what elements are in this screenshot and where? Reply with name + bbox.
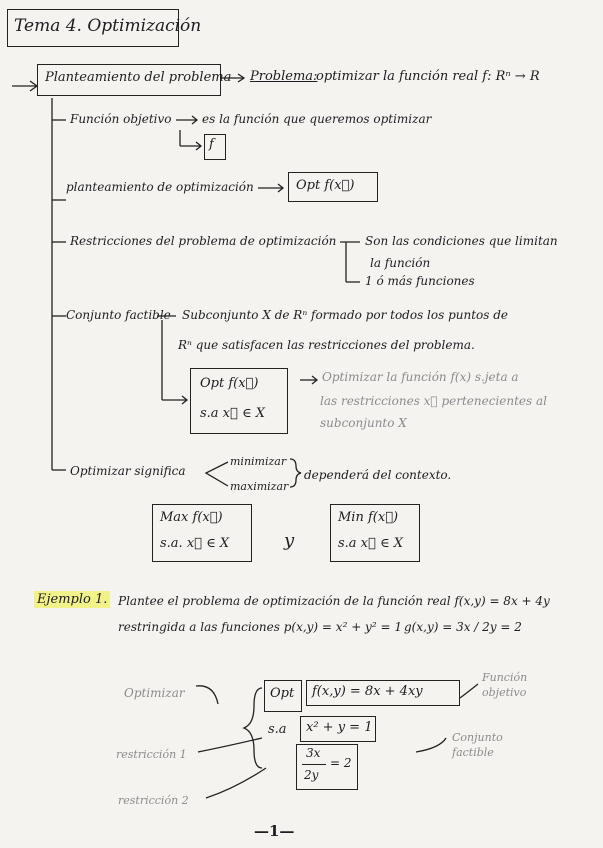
restriccion-2-annotation: restricción 2 [118,794,189,807]
example-line-2b: g(x,y) = 3x / 2y = 2 [404,620,522,634]
f-symbol: f [209,137,214,152]
contexto-text: dependerá del contexto. [304,468,452,482]
funcion-objetivo-annotation: Función objetivo [482,671,528,699]
fraction-bar [302,764,326,765]
max-line-1: Max f(x⃗) [160,510,223,525]
example-r2-rhs: = 2 [330,756,352,770]
restricciones-desc-3: 1 ó más funciones [365,274,475,288]
minimizar-option: minimizar [230,455,287,468]
example-r2-den: 2y [304,768,319,782]
page-number: —1— [254,822,295,840]
example-label-text: Ejemplo 1. [34,591,110,608]
conjunto-box-line-1: Opt f(x⃗) [200,376,259,391]
restricciones-desc-1: Son las condiciones que limitan [365,234,558,248]
opt-expr: Opt f(x⃗) [296,178,355,193]
conjunto-desc-2: Rⁿ que satisfacen las restricciones del problema. [178,338,475,352]
conjunto-note-3: subconjunto X [320,416,407,430]
restriccion-1-annotation: restricción 1 [116,748,187,761]
problema-text: optimizar la función real f: Rⁿ → R [316,69,540,84]
conjunto-factible-label: Conjunto factible [66,308,171,322]
maximizar-option: maximizar [230,480,289,493]
problema-label: Problema: [250,69,318,84]
conjunto-note-2: las restricciones x⃗ pertenecientes al [320,394,547,408]
example-r2-num: 3x [306,746,321,760]
example-objective: f(x,y) = 8x + 4xy [312,684,423,699]
example-label [34,592,110,607]
restricciones-desc-2: la función [370,256,431,270]
planteamiento-label: Planteamiento del problema [45,70,232,85]
example-r1: x² + y = 1 [306,720,373,735]
conjunto-desc-1: Subconjunto X de Rⁿ formado por todos los puntos de [182,308,509,322]
restricciones-label: Restricciones del problema de optimización [70,234,337,248]
funcion-objetivo-desc: es la función que queremos optimizar [202,112,432,126]
optimizar-label: Optimizar significa [70,464,186,478]
min-line-2: s.a x⃗ ∈ X [338,536,403,551]
conjunto-factible-annotation: Conjunto factible [452,731,503,759]
funcion-objetivo-label: Función objetivo [70,112,172,126]
planteamiento-opt-label: planteamiento de optimización [66,180,254,194]
conjunto-note-1: Optimizar la función f(x) s.jeta a [322,370,519,384]
example-sa: s.a [268,722,287,737]
page-title: Tema 4. Optimización [14,16,202,36]
min-line-1: Min f(x⃗) [338,510,399,525]
optimizar-annotation: Optimizar [124,686,185,700]
example-line-2a: restringida a las funciones p(x,y) = x² + y² = 1 [118,620,402,634]
conjunto-box-line-2: s.a x⃗ ∈ X [200,406,265,421]
f-box [204,134,226,160]
max-line-2: s.a. x⃗ ∈ X [160,536,230,551]
y-connector: y [284,530,295,551]
example-line-1: Plantee el problema de optimización de la función real f(x,y) = 8x + 4y [118,594,550,608]
example-opt: Opt [270,686,295,701]
